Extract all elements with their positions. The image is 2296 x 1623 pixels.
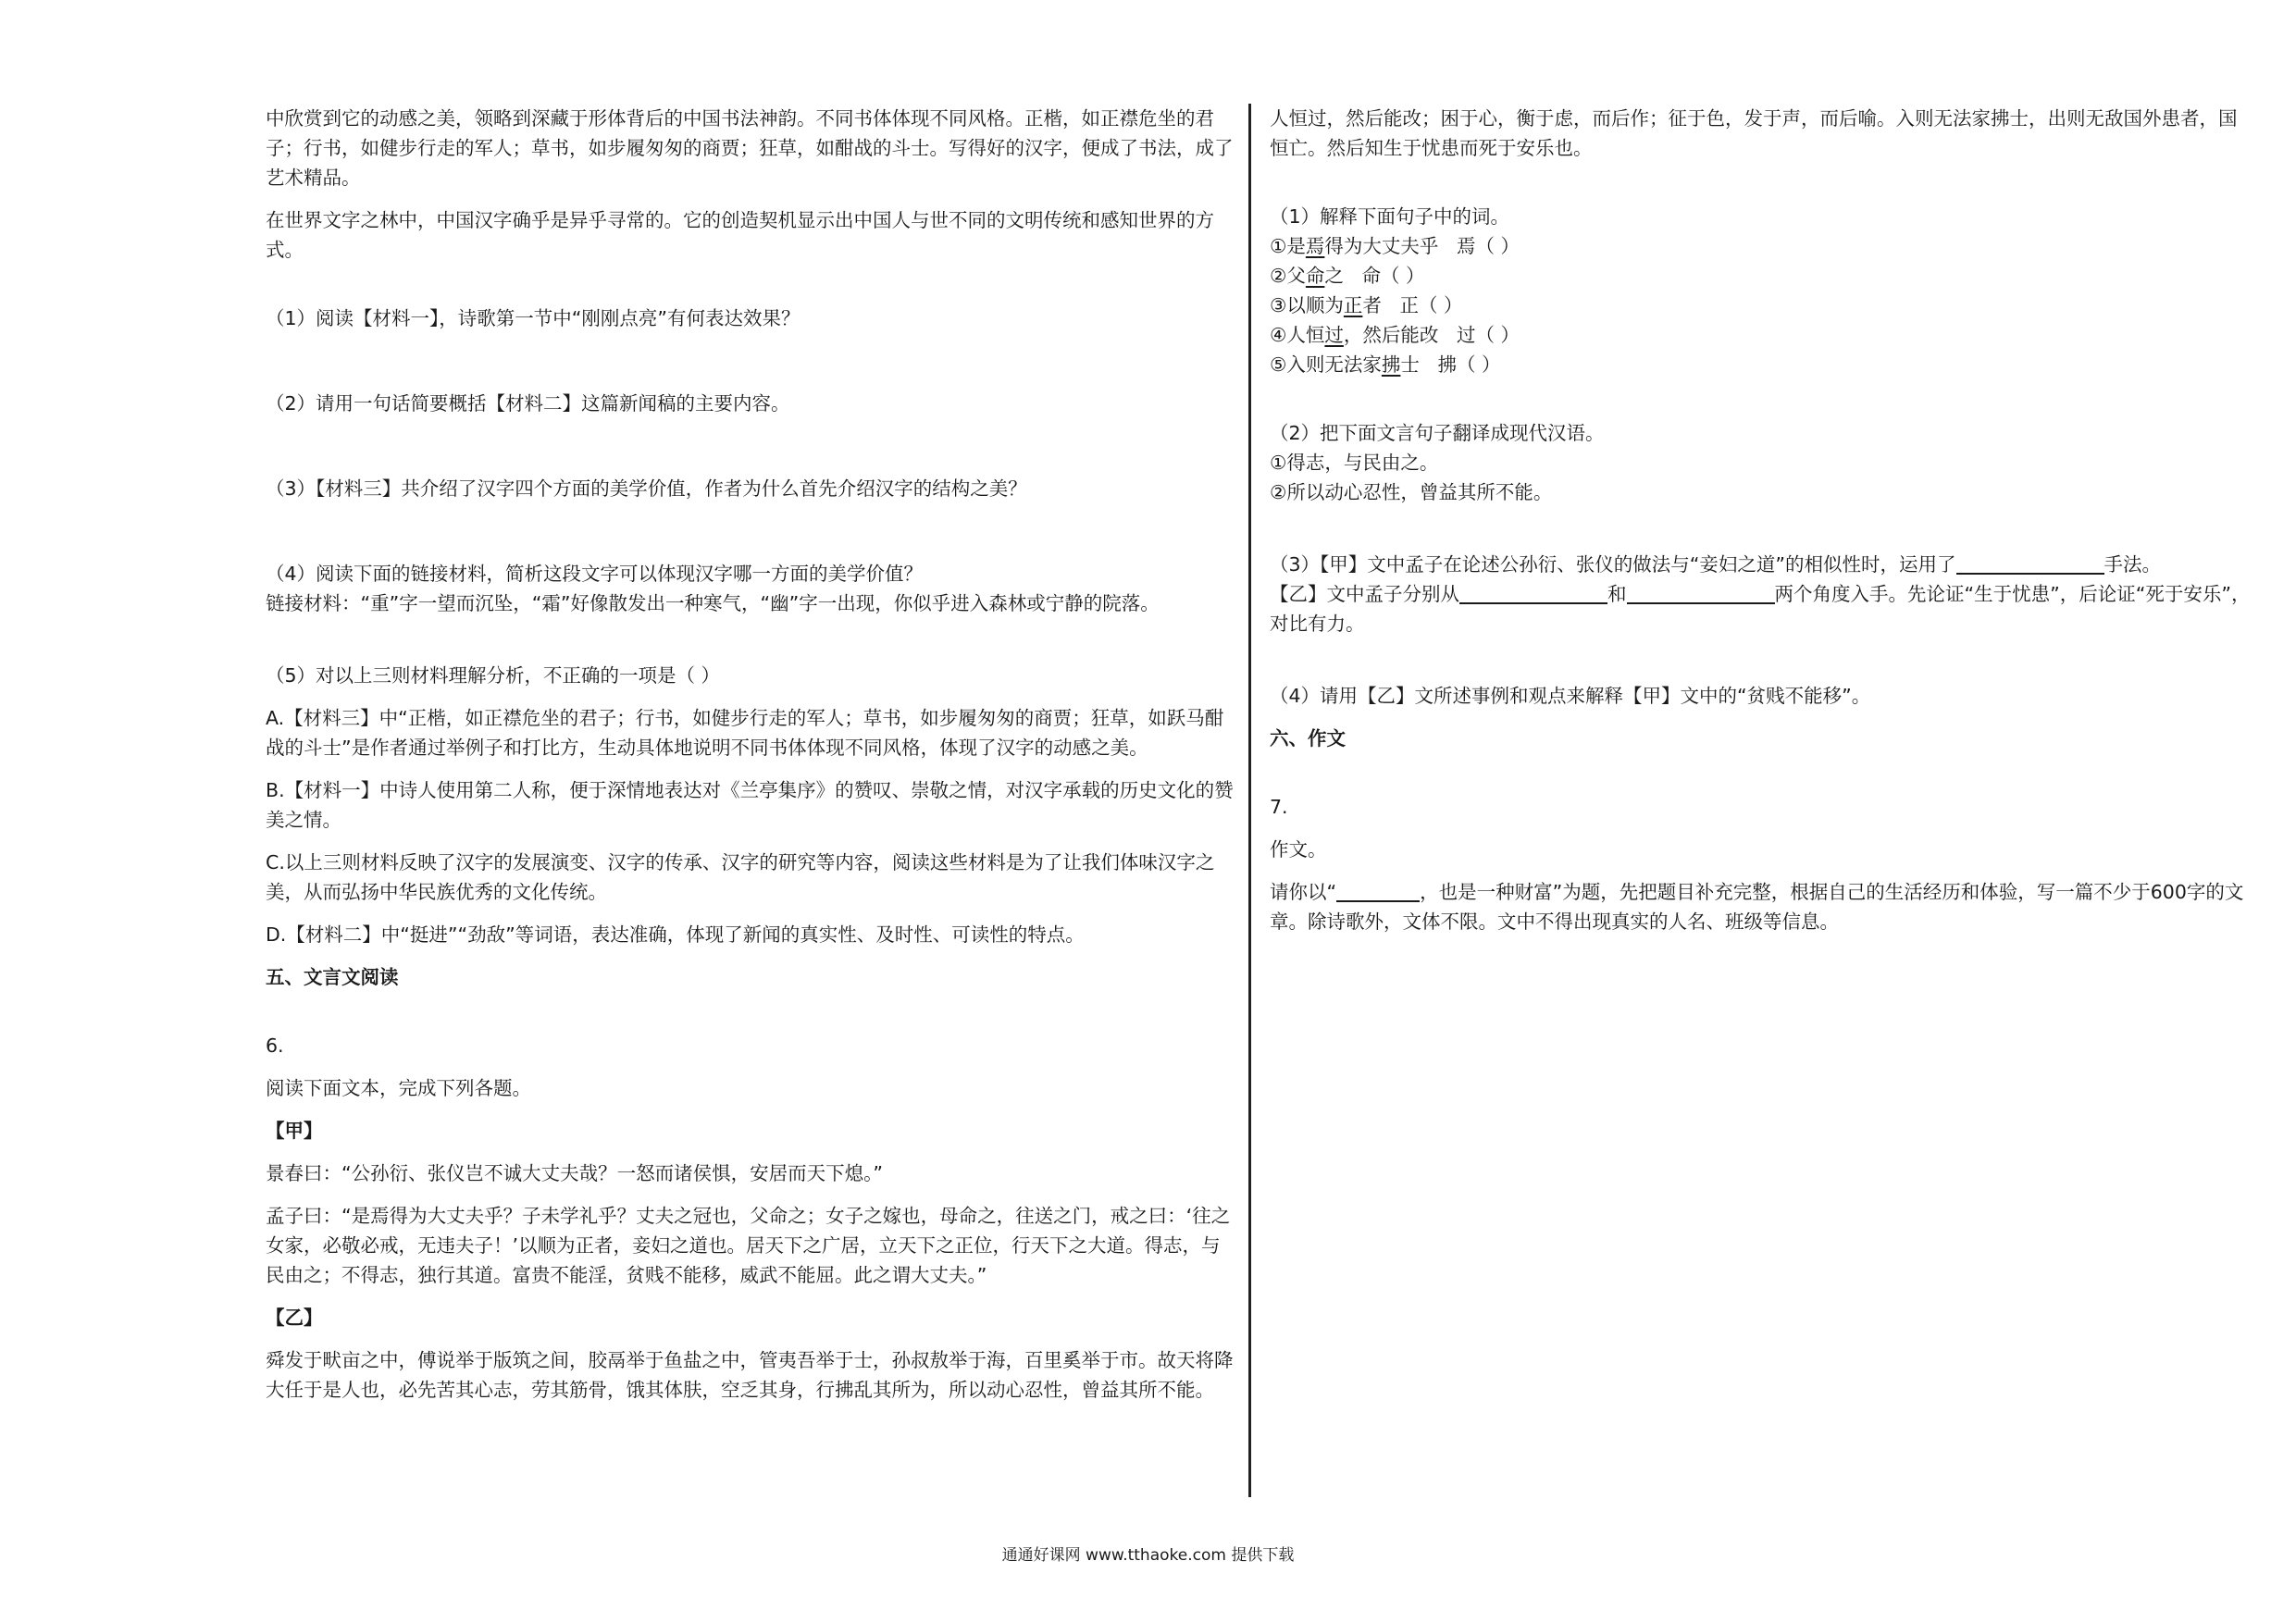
option-d: D.【材料二】中“挺进”“劲敌”等词语，表达准确，体现了新闻的真实性、及时性、可读性的特点。 <box>266 923 1085 946</box>
question-6-instruction: 阅读下面文本，完成下列各题。 <box>266 1077 531 1099</box>
option-a: A.【材料三】中“正楷，如正襟危坐的君子；行书，如健步行走的军人；草书，如步履匆匆的商贾；狂草，如跃马酣战的斗士”是作者通过举例子和打比方，生动具体地说明不同书体体现不同风格，体现了汉字的动感之美。 <box>266 707 1224 759</box>
text-jia-paragraph-2: 孟子曰：“是焉得为大丈夫乎？子未学礼乎？丈夫之冠也，父命之；女子之嫁也，母命之，往送之门，戒之曰：‘往之女家，必敬必戒，无违夫子！’以顺为正者，妾妇之道也。居天下之广居，立天下之正位，行天下之大道。得志，与民由之；不得志，独行其道。富贵不能淫，贫贱不能移，威武不能屈。此之谓大丈夫。” <box>266 1205 1231 1286</box>
column-divider <box>1248 104 1251 1497</box>
answer-blank[interactable] <box>1627 582 1775 604</box>
text-jia-label: 【甲】 <box>266 1120 323 1142</box>
footer-text: 通通好课网 www.tthaoke.com 提供下载 <box>1001 1546 1295 1565</box>
sub-question-1-item: ③以顺为正者 正（ ） <box>1270 294 1463 316</box>
question-7-title: 作文。 <box>1270 838 1327 861</box>
question-5: （5）对以上三则材料理解分析，不正确的一项是（ ） <box>266 664 721 687</box>
question-7-number: 7. <box>1270 796 1288 818</box>
sub-question-2-item: ②所以动心忍性，曾益其所不能。 <box>1270 481 1553 503</box>
section-6-heading: 六、作文 <box>1270 727 1346 750</box>
answer-blank[interactable] <box>1956 552 2104 575</box>
option-b: B.【材料一】中诗人使用第二人称，便于深情地表达对《兰亭集序》的赞叹、崇敬之情，对汉字承载的历史文化的赞美之情。 <box>266 779 1234 831</box>
title-blank[interactable] <box>1336 880 1420 902</box>
sub-question-2-title: （2）把下面文言句子翻译成现代汉语。 <box>1270 422 1605 444</box>
left-column <box>266 104 1237 1405</box>
answer-blank[interactable] <box>1459 582 1607 604</box>
sub-question-1-item: ⑤入则无法家拂士 拂（ ） <box>1270 353 1501 376</box>
text-jia-paragraph-1: 景春曰：“公孙衍、张仪岂不诚大丈夫哉？一怒而诸侯惧，安居而天下熄。” <box>266 1162 883 1184</box>
sub-question-1-title: （1）解释下面句子中的词。 <box>1270 205 1510 228</box>
sub-question-1-item: ②父命之 命（ ） <box>1270 265 1425 287</box>
text-yi-continuation: 人恒过，然后能改；困于心，衡于虑，而后作；征于色，发于声，而后喻。入则无法家拂士，出则无敌国外患者，国恒亡。然后知生于忧患而死于安乐也。 <box>1270 107 2238 159</box>
section-5-heading: 五、文言文阅读 <box>266 966 399 988</box>
right-column <box>1270 104 2251 936</box>
text-yi-paragraph: 舜发于畎亩之中，傅说举于版筑之间，胶鬲举于鱼盐之中，管夷吾举于士，孙叔敖举于海，百里奚举于市。故天将降大任于是人也，必先苦其心志，劳其筋骨，饿其体肤，空乏其身，行拂乱其所为，所以动心忍性，曾益其所不能。 <box>266 1349 1234 1401</box>
sub-question-2-item: ①得志，与民由之。 <box>1270 452 1439 474</box>
question-2: （2）请用一句话简要概括【材料二】这篇新闻稿的主要内容。 <box>266 392 790 415</box>
intro-paragraph-2: 在世界文字之林中，中国汉字确乎是异乎寻常的。它的创造契机显示出中国人与世不同的文明传统和感知世界的方式。 <box>266 209 1214 261</box>
question-4: （4）阅读下面的链接材料，简析这段文字可以体现汉字哪一方面的美学价值？ <box>266 563 924 585</box>
sub-question-3: （3）【甲】文中孟子在论述公孙衍、张仪的做法与“妾妇之道”的相似性时，运用了 手法。 【乙】文中孟子分别从 和 两个角度入手。先论证“生于忧患”，后论证“死于安乐”，对比有力。 <box>1270 553 2251 635</box>
option-c: C.以上三则材料反映了汉字的发展演变、汉字的传承、汉字的研究等内容，阅读这些材料是为了让我们体味汉字之美，从而弘扬中华民族优秀的文化传统。 <box>266 851 1215 903</box>
sub-question-4: （4）请用【乙】文所述事例和观点来解释【甲】文中的“贫贱不能移”。 <box>1270 685 1871 707</box>
question-3: （3）【材料三】共介绍了汉字四个方面的美学价值，作者为什么首先介绍汉字的结构之美？ <box>266 477 1027 500</box>
text-yi-label: 【乙】 <box>266 1307 323 1329</box>
question-1: （1）阅读【材料一】，诗歌第一节中“刚刚点亮”有何表达效果？ <box>266 307 800 329</box>
sub-question-1-item: ④人恒过，然后能改 过（ ） <box>1270 324 1520 346</box>
question-4-link-material: 链接材料：“重”字一望而沉坠，“霜”好像散发出一种寒气，“幽”字一出现，你似乎进入森林或宁静的院落。 <box>266 592 1160 614</box>
question-7-prompt: 请你以“ ，也是一种财富”为题，先把题目补充完整，根据自己的生活经历和体验，写一篇不少于600字的文章。除诗歌外，文体不限。文中不得出现真实的人名、班级等信息。 <box>1270 881 2244 933</box>
question-6-number: 6. <box>266 1035 284 1057</box>
sub-question-1-item: ①是焉得为大丈夫乎 焉（ ） <box>1270 235 1520 257</box>
intro-paragraph-1: 中欣赏到它的动感之美，领略到深藏于形体背后的中国书法神韵。不同书体体现不同风格。正楷，如正襟危坐的君子；行书，如健步行走的军人；草书，如步履匆匆的商贾；狂草，如酣战的斗士。写得好的汉字，便成了书法，成了艺术精品。 <box>266 107 1234 189</box>
